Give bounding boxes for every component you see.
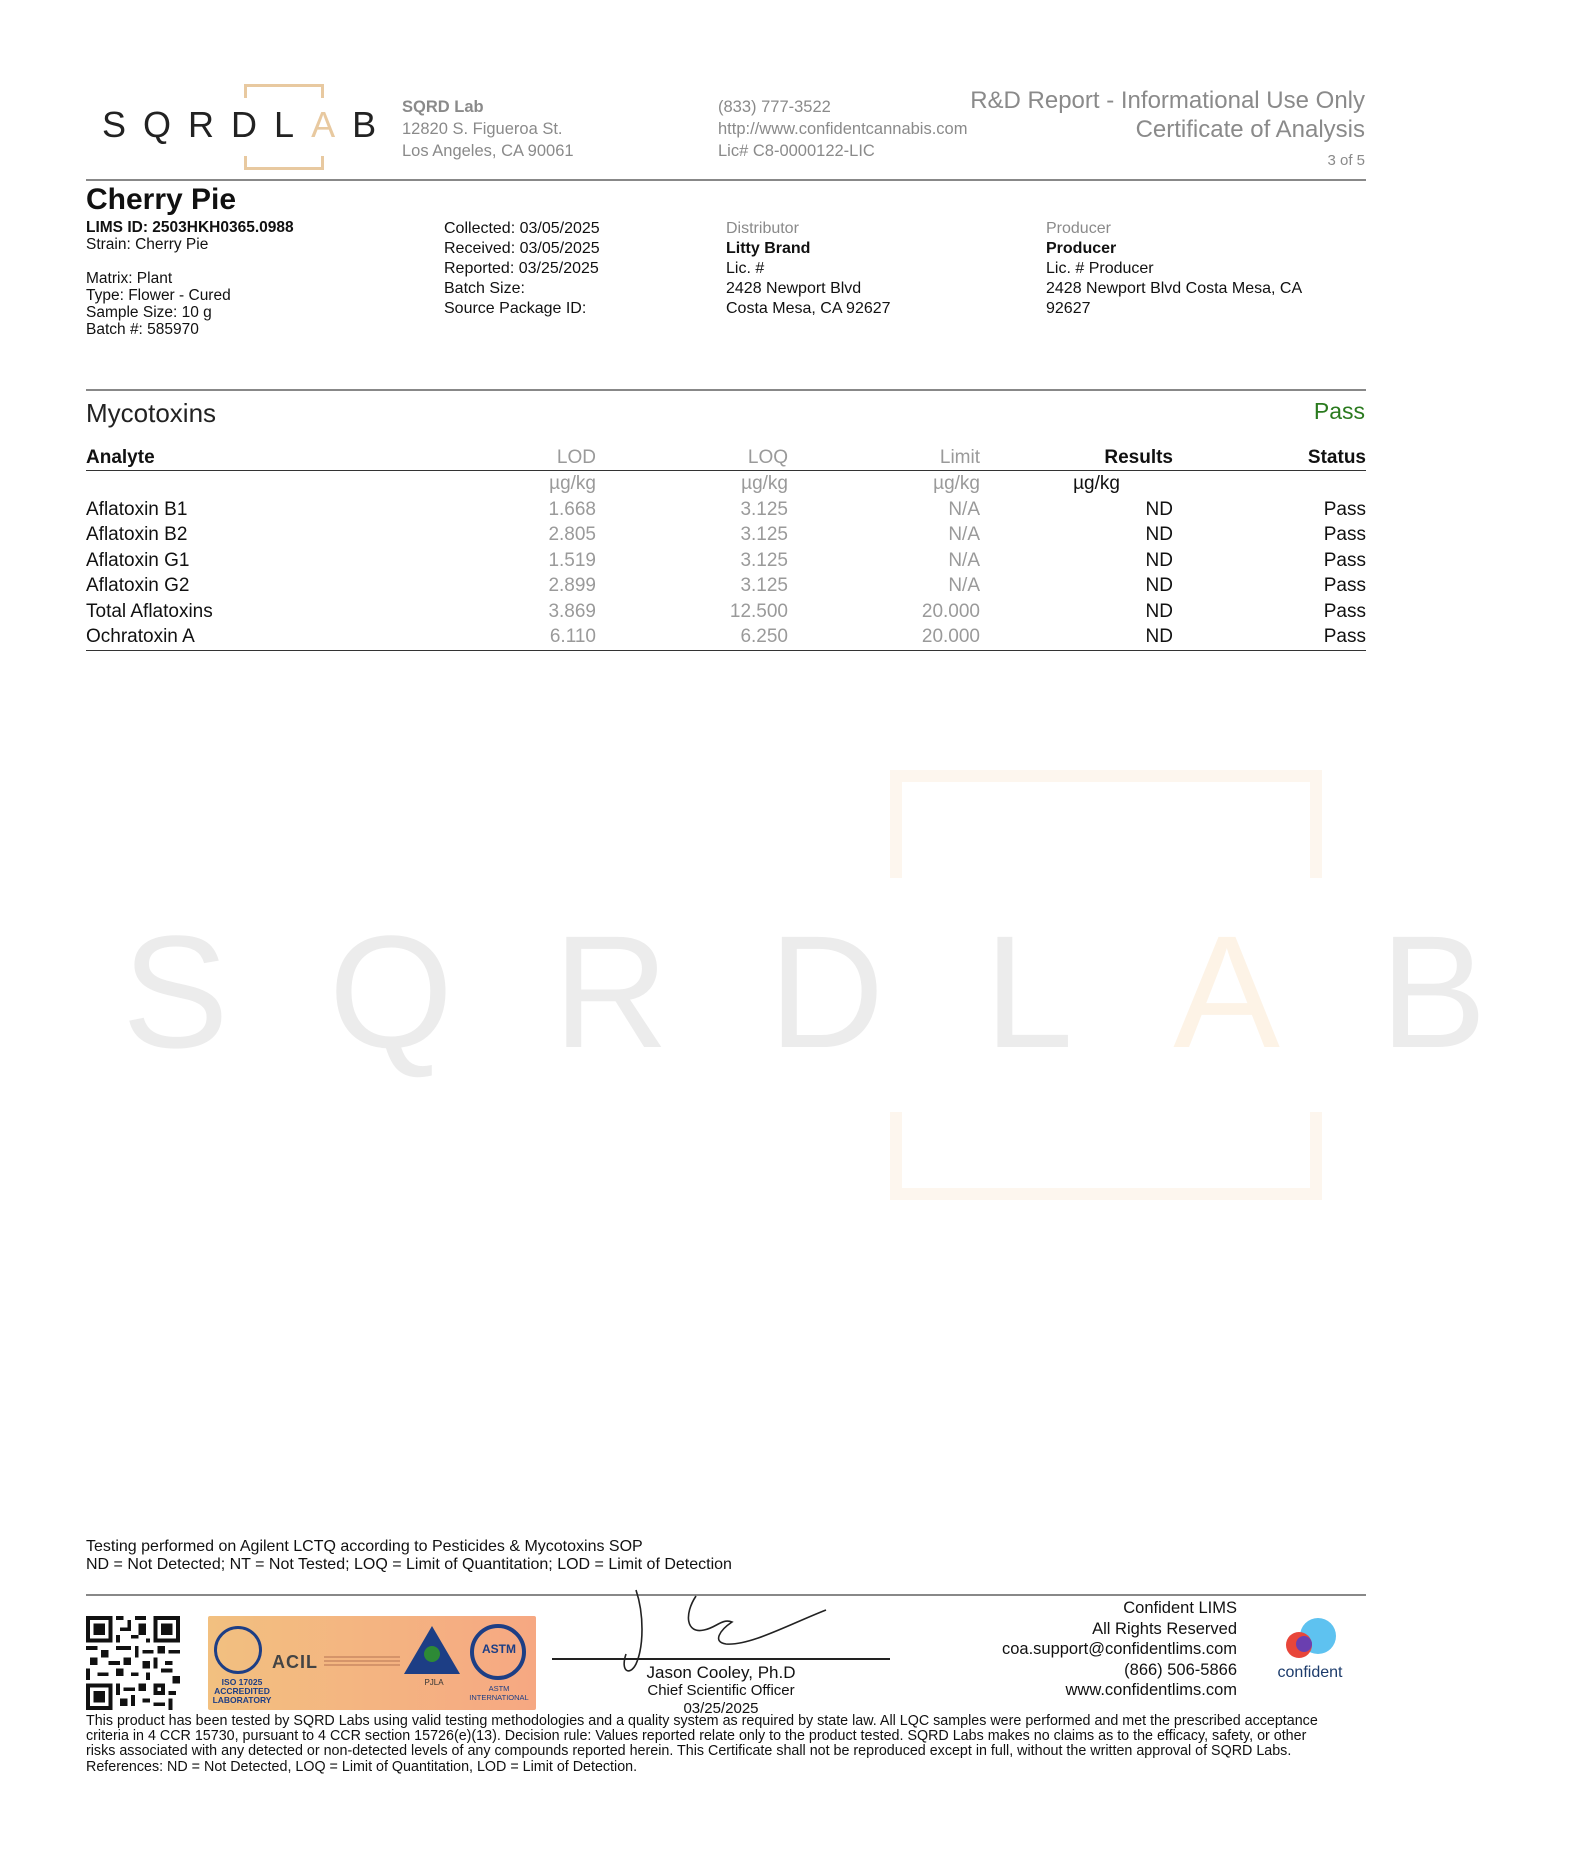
signer-date: 03/25/2025: [683, 1700, 759, 1717]
lims-phone: (866) 506-5866: [1124, 1660, 1237, 1679]
collected-date: Collected: 03/05/2025: [444, 220, 600, 237]
signer-block: [552, 1664, 890, 1718]
strain: Strain: Cherry Pie: [86, 236, 209, 253]
astm-caption: ASTM INTERNATIONAL: [469, 1684, 529, 1702]
sample-size: Sample Size: 10 g: [86, 304, 212, 321]
watermark-frame-top: [890, 770, 1322, 878]
section-divider: [86, 389, 1366, 391]
received-date: Received: 03/05/2025: [444, 240, 600, 257]
method-note: [86, 1538, 732, 1574]
report-title: [970, 86, 1365, 144]
iso-label: ISO 17025 ACCREDITED LABORATORY: [212, 1677, 272, 1705]
producer-address-2: 92627: [1046, 300, 1091, 317]
col-loq: LOQ: [596, 446, 788, 471]
confident-logo: [1268, 1618, 1352, 1688]
disclaimer: This product has been tested by SQRD Labs using valid testing methodologies and a quality system as required by state law. All LQC samples were performed and met the prescribed acceptance criteria in 4 CCR 15730, pursuant to 4 CCR section 15726(e)(13). Decision rule: Values reported relate only to the product tested. SQRD Labs makes no claims as to the efficacy, safety, or other risks associated with any detected or non-detected levels of any compounds reported herein. This Certificate shall not be reproduced except in full, without the written approval of SQRD Labs. References: ND = Not Detected, LOQ = Limit of Quantitation, LOD = Limit of Detection.: [86, 1713, 1318, 1775]
distributor-heading: Distributor: [726, 220, 799, 237]
method-line-1: Testing performed on Agilent LCTQ according to Pesticides & Mycotoxins SOP: [86, 1538, 643, 1555]
pjla-globe-icon: [424, 1646, 440, 1662]
batch-number: Batch #: 585970: [86, 321, 199, 338]
lab-phone: (833) 777-3522: [718, 98, 831, 116]
lims-info: [1002, 1598, 1237, 1701]
lab-info: [402, 96, 574, 162]
producer-license: Lic. # Producer: [1046, 260, 1154, 277]
logo-text: SQRDLAB: [102, 104, 394, 145]
col-status: Status: [1173, 446, 1366, 471]
distributor-address-2: Costa Mesa, CA 92627: [726, 300, 891, 317]
lims-rights: All Rights Reserved: [1092, 1619, 1237, 1638]
producer-name: Producer: [1046, 240, 1117, 257]
distributor-address-1: 2428 Newport Blvd: [726, 280, 862, 297]
signer-name: Jason Cooley, Ph.D: [646, 1663, 796, 1682]
confident-logo-text: confident: [1277, 1664, 1343, 1681]
col-analyte: Analyte: [86, 446, 386, 471]
lab-website: http://www.confidentcannabis.com: [718, 120, 968, 138]
source-package-id: Source Package ID:: [444, 300, 587, 317]
acil-logo: ACIL: [272, 1652, 318, 1672]
iso-globe-icon: [214, 1626, 262, 1674]
col-results: Results: [980, 446, 1173, 471]
reported-date: Reported: 03/25/2025: [444, 260, 599, 277]
signer-title: Chief Scientific Officer: [647, 1682, 795, 1699]
acil-tagline: [324, 1656, 400, 1668]
table-row: Ochratoxin A 6.110 6.250 20.000 ND Pass: [86, 624, 1366, 650]
producer-info: [1046, 219, 1346, 319]
lims-name: Confident LIMS: [1123, 1599, 1237, 1617]
distributor-license: Lic. #: [726, 260, 765, 277]
logo-frame-top: [244, 84, 324, 98]
page-number: 3 of 5: [1327, 152, 1365, 169]
watermark-frame-bottom: [890, 1112, 1322, 1200]
sample-details: [86, 219, 294, 338]
report-title-line-1: R&D Report - Informational Use Only: [970, 87, 1365, 114]
producer-address-1: 2428 Newport Blvd Costa Mesa, CA: [1046, 280, 1303, 297]
col-limit: Limit: [788, 446, 980, 471]
table-row: Aflatoxin G2 2.899 3.125 N/A ND Pass: [86, 575, 1366, 596]
sqrdlab-logo: [98, 84, 394, 170]
matrix: Matrix: Plant: [86, 270, 173, 287]
table-row: Aflatoxin B1 1.668 3.125 N/A ND Pass: [86, 498, 1366, 520]
section-status: Pass: [1313, 398, 1365, 424]
lab-license: Lic# C8-0000122-LIC: [718, 142, 875, 160]
mycotoxins-table: [86, 446, 1366, 651]
col-lod: LOD: [386, 446, 596, 471]
report-title-line-2: Certificate of Analysis: [1135, 116, 1365, 143]
accreditation-badges: [208, 1616, 536, 1710]
distributor-name: Litty Brand: [726, 240, 811, 257]
sample-dates: [444, 219, 600, 319]
table-row: Total Aflatoxins 3.869 12.500 20.000 ND Pass: [86, 600, 1366, 622]
header-divider: [86, 179, 1366, 181]
lims-website[interactable]: www.confidentlims.com: [1065, 1681, 1237, 1699]
method-line-2: ND = Not Detected; NT = Not Tested; LOQ = Limit of Quantitation; LOD = Limit of Detection: [86, 1556, 732, 1573]
qr-code-icon[interactable]: [86, 1616, 180, 1710]
batch-size: Batch Size:: [444, 280, 525, 297]
lab-address-1: 12820 S. Figueroa St.: [402, 120, 563, 138]
watermark-text: SQRDLAB: [122, 902, 1587, 1081]
signature-line: [552, 1658, 890, 1660]
producer-heading: Producer: [1046, 220, 1111, 237]
pjla-label: PJLA: [424, 1678, 444, 1687]
lims-email[interactable]: coa.support@confidentlims.com: [1001, 1640, 1237, 1658]
table-row: Aflatoxin G1 1.519 3.125 N/A ND Pass: [86, 549, 1366, 571]
lab-contact: [718, 96, 967, 162]
astm-logo: ASTM: [482, 1642, 516, 1656]
units-row: µg/kg µg/kg µg/kg µg/kg: [549, 473, 1120, 494]
sample-name: Cherry Pie: [86, 183, 237, 216]
logo-frame-bottom: [244, 156, 324, 170]
table-row: Aflatoxin B2 2.805 3.125 N/A ND Pass: [86, 524, 1366, 545]
section-title: Mycotoxins: [86, 398, 217, 428]
lab-name: SQRD Lab: [402, 98, 484, 116]
sample-type: Type: Flower - Cured: [86, 287, 231, 304]
confident-circle-purple-icon: [1296, 1636, 1312, 1652]
lab-address-2: Los Angeles, CA 90061: [402, 142, 574, 160]
distributor-info: [726, 219, 891, 319]
table-header-row: [86, 446, 1366, 471]
lims-id: LIMS ID: 2503HKH0365.0988: [86, 219, 294, 236]
